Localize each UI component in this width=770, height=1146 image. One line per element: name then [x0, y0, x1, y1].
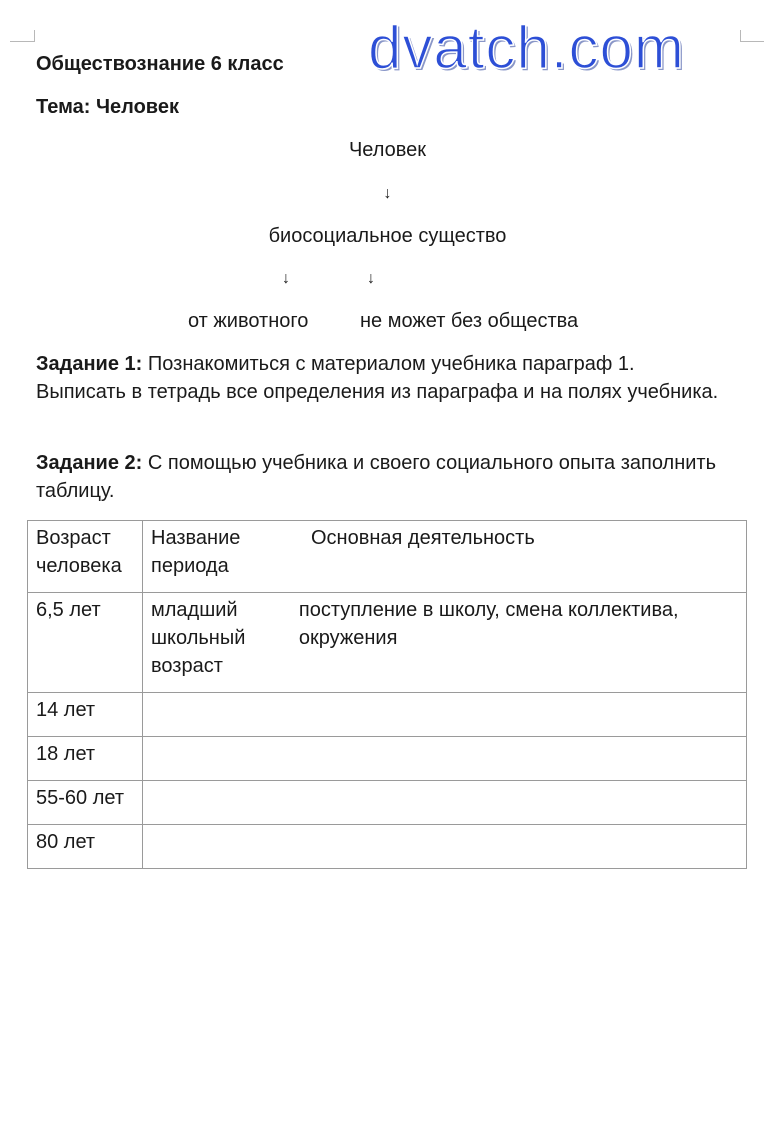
diagram-right-node: не может без общества — [360, 310, 579, 332]
diagram-middle-node: биосоциальное существо — [268, 225, 507, 247]
diagram-top-node: Человек — [348, 139, 427, 161]
table-row — [28, 693, 747, 737]
cell-age: 55-60 лет — [28, 781, 143, 825]
watermark: dvatch.com — [368, 14, 685, 81]
cell-empty — [143, 737, 747, 781]
table-row — [28, 781, 747, 825]
task-1-label: Задание 1: — [36, 353, 143, 375]
age-periods-table — [27, 520, 747, 869]
task-1 — [36, 350, 726, 406]
margin-corner-mark — [10, 41, 34, 42]
cell-age: 6,5 лет — [28, 593, 143, 693]
margin-corner-mark — [34, 30, 35, 42]
task-2 — [36, 449, 726, 505]
cell-age: 18 лет — [28, 737, 143, 781]
task-2-label: Задание 2: — [36, 452, 143, 474]
down-arrow-icon: ↓ — [383, 185, 392, 202]
table-header-row — [28, 521, 747, 593]
task-2-text: С помощью учебника и своего социального опыта заполнить таблицу. — [36, 452, 717, 502]
topic-title: Тема: Человек — [36, 96, 179, 118]
cell-age: 14 лет — [28, 693, 143, 737]
table-row — [28, 593, 747, 693]
diagram-left-node: от животного — [188, 310, 309, 332]
cell-age: 80 лет — [28, 825, 143, 869]
subject-title: Обществознание 6 класс — [36, 53, 284, 75]
header-age: Возраст человека — [28, 521, 143, 593]
down-arrow-icon: ↓ — [282, 270, 290, 287]
cell-activity: поступление в школу, смена коллектива, окружения — [298, 599, 679, 649]
margin-corner-mark — [740, 41, 764, 42]
down-arrow-icon: ↓ — [367, 270, 375, 287]
table-row — [28, 737, 747, 781]
header-activity: Основная деятельность — [311, 527, 535, 549]
header-period: Название периода — [151, 527, 241, 577]
task-1-text: Познакомиться с материалом учебника параграф 1. Выписать в тетрадь все определения из параграфа и на полях учебника. — [36, 353, 719, 403]
margin-corner-mark — [740, 30, 741, 42]
table-row — [28, 825, 747, 869]
cell-empty — [143, 693, 747, 737]
cell-empty — [143, 825, 747, 869]
cell-empty — [143, 781, 747, 825]
cell-period: младший школьный возраст — [151, 599, 246, 677]
